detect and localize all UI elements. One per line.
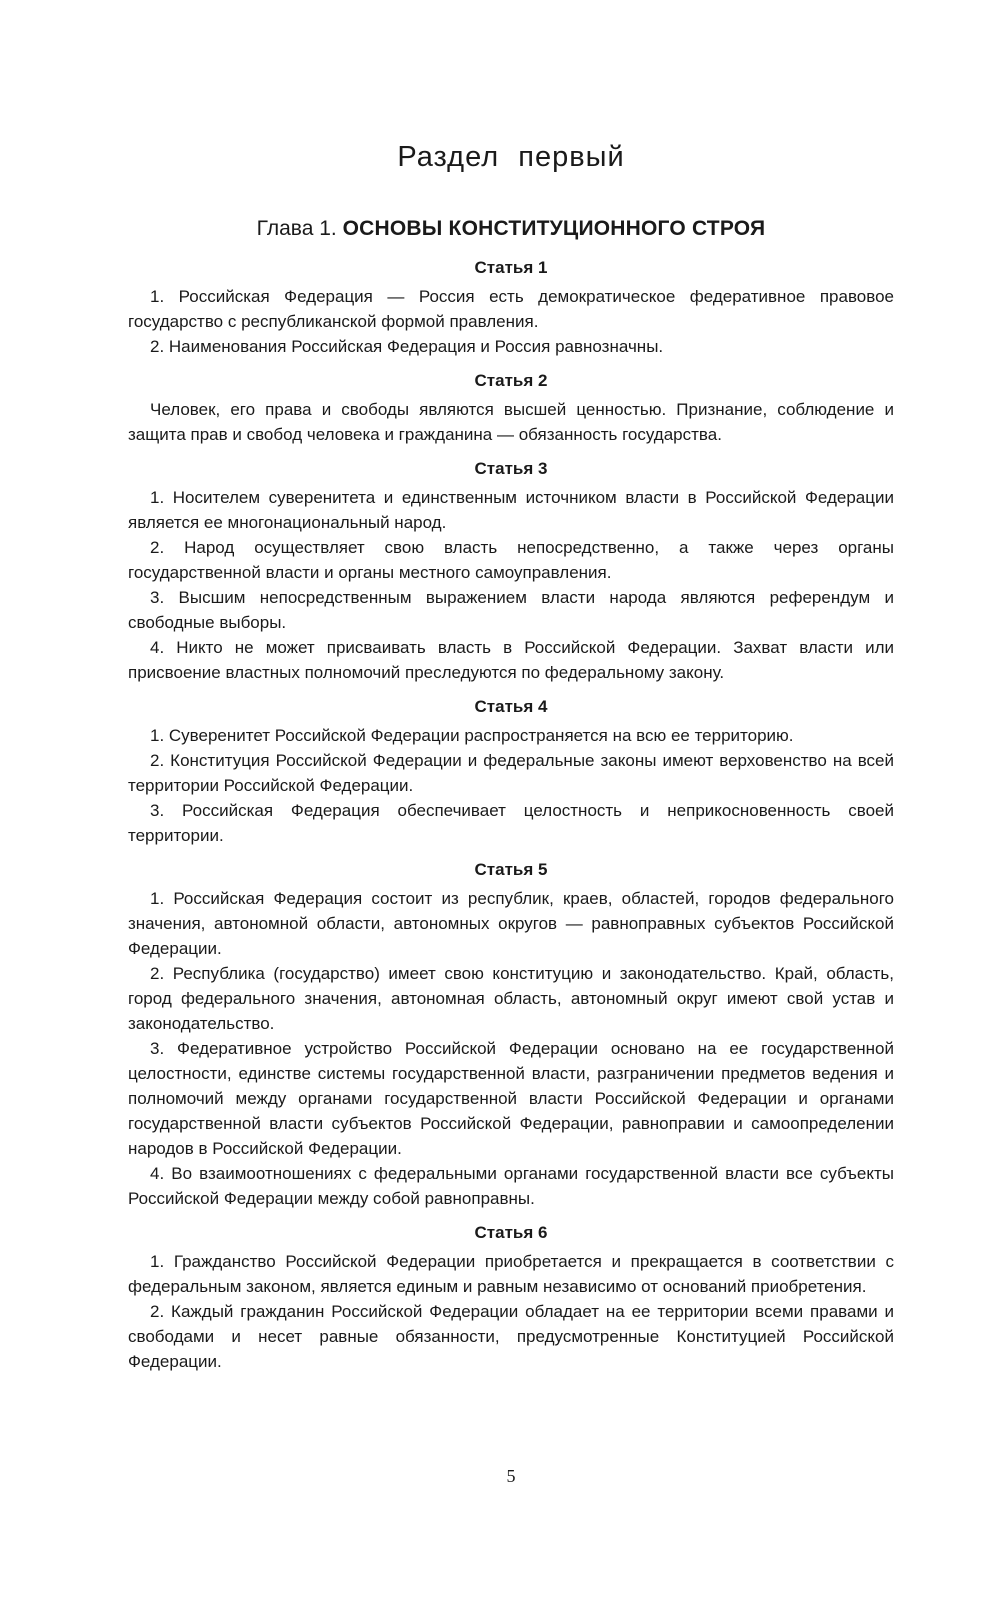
chapter-name: ОСНОВЫ КОНСТИТУЦИОННОГО СТРОЯ bbox=[342, 217, 766, 240]
article-paragraph: 2. Конституция Российской Федерации и федеральные законы имеют верховенство на всей территории Российской Федерации. bbox=[128, 751, 894, 795]
article-paragraph: 2. Народ осуществляет свою власть непосредственно, а также через органы государственной власти и органы местного самоуправления. bbox=[128, 538, 894, 582]
articles-container bbox=[128, 256, 894, 1384]
article-paragraph: 1. Суверенитет Российской Федерации распространяется на всю ее территорию. bbox=[150, 726, 794, 745]
chapter-prefix: Глава 1. bbox=[256, 217, 343, 240]
section-title: Раздел первый bbox=[397, 141, 625, 173]
article-6 bbox=[128, 1221, 894, 1374]
page-number: 5 bbox=[506, 1466, 516, 1486]
article-title: Статья 5 bbox=[474, 860, 548, 879]
article-title: Статья 2 bbox=[474, 371, 548, 390]
article-paragraph: 3. Российская Федерация обеспечивает целостность и неприкосновенность своей территории. bbox=[128, 801, 894, 845]
article-paragraph: 1. Российская Федерация — Россия есть демократическое федеративное правовое государство с республиканской формой правления. bbox=[128, 287, 894, 331]
article-paragraph: 2. Каждый гражданин Российской Федерации обладает на ее территории всеми правами и свободами и несет равные обязанности, предусмотренные Конституцией Российской Федерации. bbox=[128, 1302, 894, 1371]
article-paragraph: 3. Высшим непосредственным выражением власти народа являются референдум и свободные выборы. bbox=[128, 588, 894, 632]
article-title: Статья 1 bbox=[474, 258, 548, 277]
document-page bbox=[128, 0, 894, 1612]
article-paragraph: 2. Наименования Российская Федерация и Россия равнозначны. bbox=[150, 337, 664, 356]
article-4 bbox=[128, 695, 894, 848]
article-paragraph: 1. Российская Федерация состоит из республик, краев, областей, городов федерального значения, автономной области, автономных округов — равноправных субъектов Российской Федерации. bbox=[128, 889, 894, 958]
article-paragraph: 2. Республика (государство) имеет свою конституцию и законодательство. Край, область, город федерального значения, автономная область, автономный округ имеют свой устав и законодательство. bbox=[128, 964, 894, 1033]
article-paragraph: 4. Во взаимоотношениях с федеральными органами государственной власти все субъекты Российской Федерации между собой равноправны. bbox=[128, 1164, 894, 1208]
chapter-heading bbox=[128, 218, 894, 239]
article-paragraph: 4. Никто не может присваивать власть в Российской Федерации. Захват власти или присвоение властных полномочий преследуются по федеральному закону. bbox=[128, 638, 894, 682]
article-paragraph: 1. Носителем суверенитета и единственным источником власти в Российской Федерации является ее многонациональный народ. bbox=[128, 488, 894, 532]
article-title: Статья 3 bbox=[474, 459, 548, 478]
article-2 bbox=[128, 369, 894, 447]
article-paragraph: 1. Гражданство Российской Федерации приобретается и прекращается в соответствии с федеральным законом, является единым и равным независимо от оснований приобретения. bbox=[128, 1252, 894, 1296]
article-title: Статья 4 bbox=[474, 697, 548, 716]
article-1 bbox=[128, 256, 894, 359]
article-3 bbox=[128, 457, 894, 685]
article-title: Статья 6 bbox=[474, 1223, 548, 1242]
article-paragraph: Человек, его права и свободы являются высшей ценностью. Признание, соблюдение и защита прав и свобод человека и гражданина — обязанность государства. bbox=[128, 400, 894, 444]
article-paragraph: 3. Федеративное устройство Российской Федерации основано на ее государственной целостности, единстве системы государственной власти, разграничении предметов ведения и полномочий между органами государственной власти Российской Федерации и органами государственной власти субъектов Российской Федерации, равноправии и самоопределении народов в Российской Федерации. bbox=[128, 1039, 894, 1158]
article-5 bbox=[128, 858, 894, 1211]
